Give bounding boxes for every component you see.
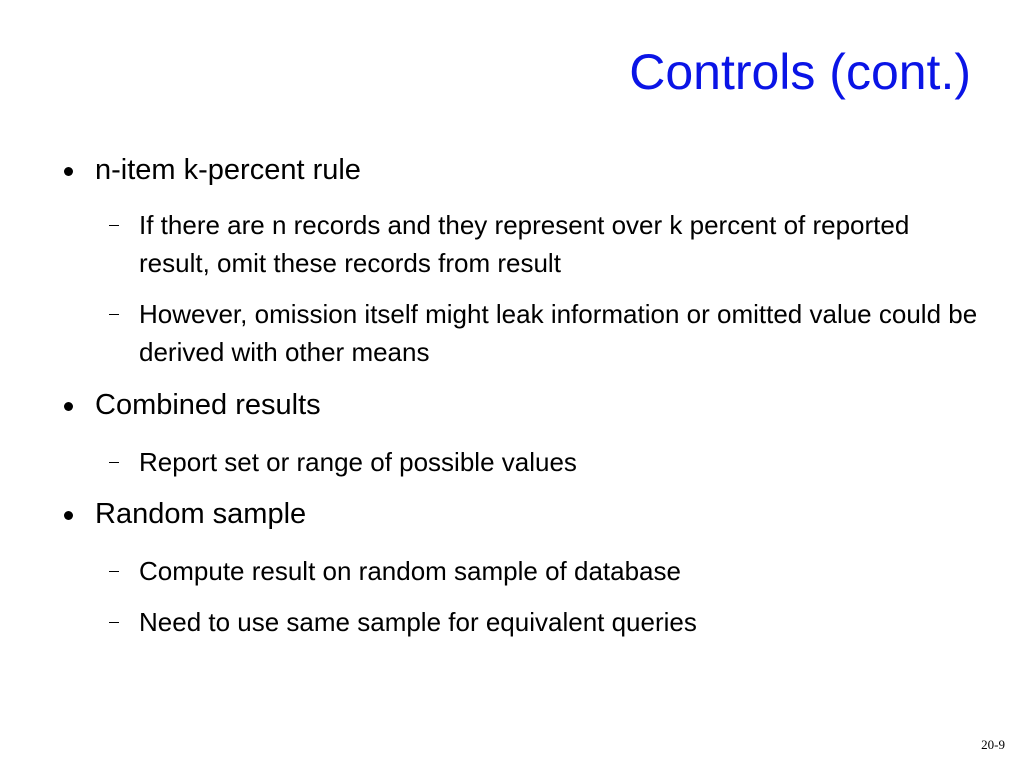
sub-bullet-text: Need to use same sample for equivalent queries <box>139 607 697 637</box>
dash-icon <box>109 462 119 463</box>
sub-bullet-text: Compute result on random sample of database <box>139 556 681 586</box>
bullet-dot-icon <box>64 402 73 411</box>
bullet-text: n-item k-percent rule <box>95 154 361 186</box>
dash-icon <box>109 225 119 226</box>
sub-bullet-text: If there are n records and they represent over k percent of reported result, omit these records from result <box>139 210 910 278</box>
bullet-text: Random sample <box>95 498 307 530</box>
dash-icon <box>109 314 119 315</box>
bullet-dot-icon <box>64 511 73 520</box>
bullet-text: Combined results <box>95 389 321 421</box>
slide-title: Controls (cont.) <box>629 44 971 100</box>
bullet-dot-icon <box>64 167 73 176</box>
dash-icon <box>109 622 119 623</box>
dash-icon <box>109 571 119 572</box>
sub-bullet-text: Report set or range of possible values <box>139 447 577 477</box>
page-number: 20-9 <box>981 737 1005 752</box>
sub-bullet-text: However, omission itself might leak information or omitted value could be derived with other means <box>139 299 978 367</box>
